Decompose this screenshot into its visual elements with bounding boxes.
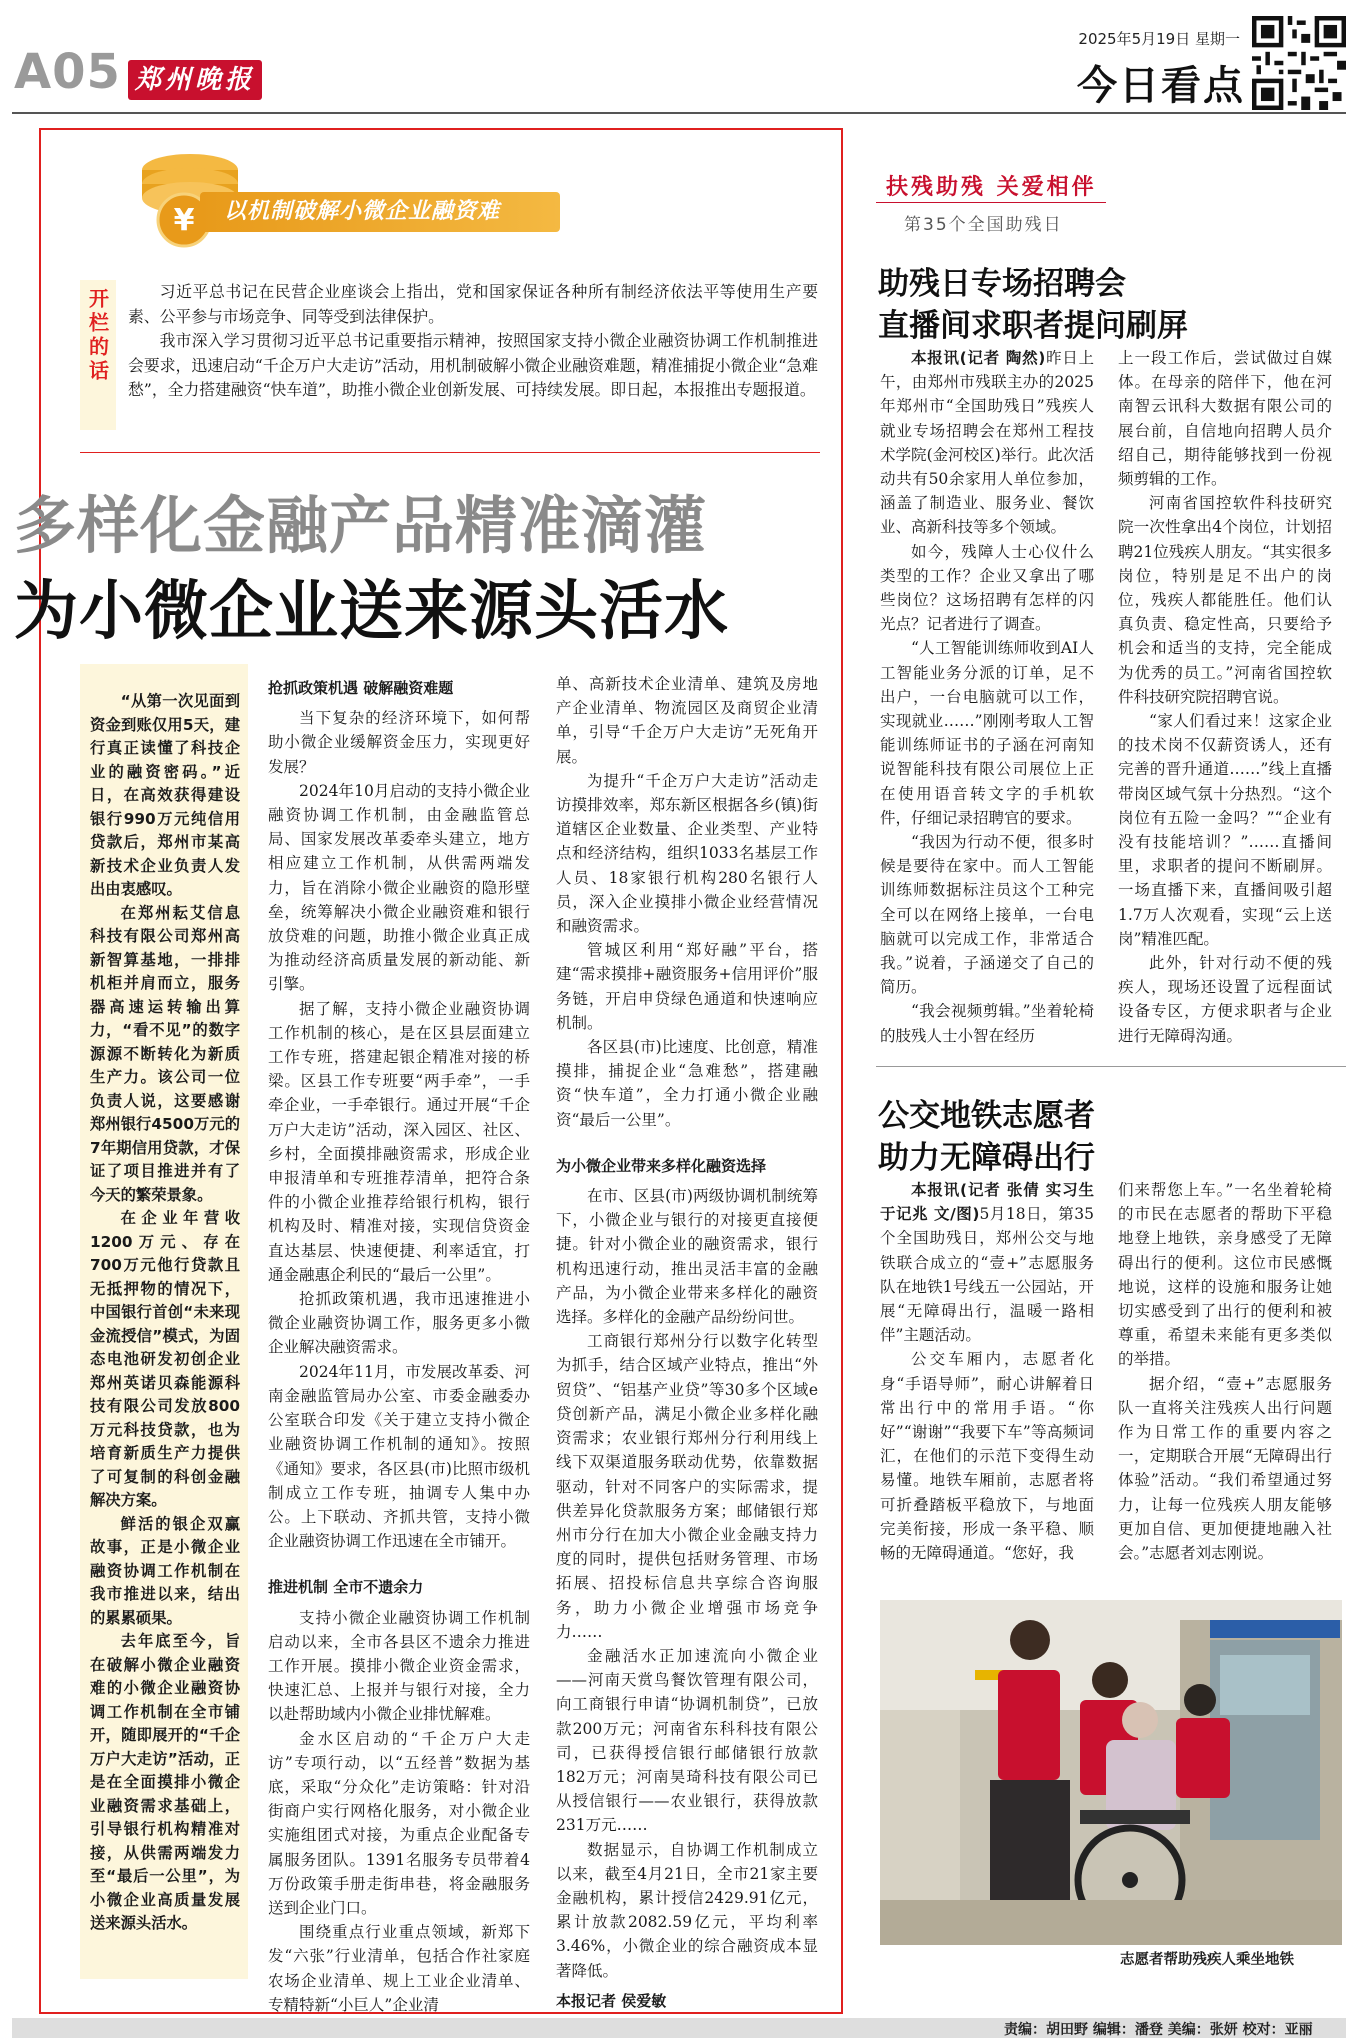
body-paragraph: 据了解，支持小微企业融资协调工作机制的核心，是在区县层面建立工作专班，搭建起银企精准对接的桥梁。区县工作专班要“两手牵”，一手牵企业，一手牵银行。通过开展“千企万户大走访”活动，深入园区、社区、乡村，全面摸排融资需求，形成企业申报清单和专班推荐清单，把符合条件的小微企业推荐给银行机构，银行机构及时、精准对接，实现信贷资金直达基层、快速便捷、利率适宜，打通金融惠企利民的“最后一公里”。 xyxy=(268,999,530,1284)
article1-headline: 助残日专场招聘会 xyxy=(878,266,1126,302)
sidebar-paragraph: 去年底至今，旨在破解小微企业融资难的小微企业融资协调工作机制在全市铺开，随即展开的“千企万户大走访”活动，正是在全面摸排小微企业融资需求基础上，引导银行机构精准对接，从供需两端发力至“最后一公里”，为小微企业高质量发展送来源头活水。 xyxy=(90,1632,240,1932)
body-paragraph: “我会视频剪辑。”坐着轮椅的肢残人士小智在经历 xyxy=(880,1002,1094,1045)
date-line: 2025年5月19日 星期一 xyxy=(1078,30,1240,48)
newspaper-name: 郑州晚报 xyxy=(134,65,255,95)
masthead-divider xyxy=(12,112,1346,114)
article1-column-2 xyxy=(1118,346,1332,1048)
article2-column-2 xyxy=(1118,1178,1332,1565)
body-paragraph: 为提升“千企万户大走访”活动走访摸排效率，郑东新区根据各乡(镇)街道辖区企业数量、企业类型、产业特点和经济结构，组织1033名基层工作人员、18家银行机构280名银行人员，深入企业摸排小微企业经营情况和融资需求。 xyxy=(556,771,818,936)
page-number: A05 xyxy=(14,44,121,100)
body-paragraph: 工商银行郑州分行以数字化转型为抓手，结合区域产业特点，推出“外贸贷”、“铝基产业贷”等30多个区域e贷创新产品，满足小微企业多样化融资需求；农业银行郑州分行利用线上线下双渠道服务联动优势，依靠数据驱动，针对不同客户的实际需求，提供差异化贷款服务方案；邮储银行郑州市分行在加大小微企业金融支持力度的同时，提供包括财务管理、市场拓展、招投标信息共享综合咨询服务，助力小微企业增强市场竞争力…… xyxy=(556,1332,818,1641)
section-heading: 为小微企业带来多样化融资选择 xyxy=(556,1156,767,1175)
headline-upper: 多样化金融产品精准滴灌 xyxy=(14,489,708,562)
footer-credits: 责编：胡田野 编辑：潘登 美编：张妍 校对：亚丽 xyxy=(1004,2022,1313,2038)
body-paragraph: 上一段工作后，尝试做过自媒体。在母亲的陪伴下，他在河南智云讯科大数据有限公司的展台前，自信地向招聘人员介绍自己，期待能够找到一份视频剪辑的工作。 xyxy=(1118,349,1332,489)
photo-caption: 志愿者帮助残疾人乘坐地铁 xyxy=(1120,1952,1294,1968)
body-paragraph xyxy=(880,346,1094,540)
article2-lead: 本报讯(记者 张倩 实习生 于记兆 文/图) xyxy=(880,1181,1094,1224)
body-paragraph xyxy=(880,1178,1094,1347)
body-paragraph: 管城区利用“郑好融”平台，搭建“需求摸排+融资服务+信用评价”服务链，开启申贷绿色通道和快速响应机制。 xyxy=(556,941,818,1032)
body-paragraph: 各区县(市)比速度、比创意，精准摸排，捕捉企业“急难愁”，搭建融资“快车道”，全力打通小微企业融资“最后一公里”。 xyxy=(556,1038,818,1129)
sidebar-paragraph: “从第一次见面到资金到账仅用5天，建行真正读懂了科技企业的融资密码。”近日，在高效获得建设银行990万元纯信用贷款后，郑州市某高新技术企业负责人发出由衷感叹。 xyxy=(90,692,240,898)
section-heading: 推进机制 全市不遗余力 xyxy=(268,1578,424,1597)
section-heading: 抢抓政策机遇 破解融资难题 xyxy=(268,679,454,697)
intro-paragraph: 我市深入学习贯彻习近平总书记重要指示精神，按照国家支持小微企业融资协调工作机制推进会要求，迅速启动“千企万户大走访”活动，用机制破解小微企业融资难题，精准捕捉小微企业“急难愁”，全力搭建融资“快车道”，助推小微企业创新发展、可持续发展。即日起，本报推出专题报道。 xyxy=(128,331,818,399)
article1-lead: 本报讯(记者 陶然) xyxy=(911,349,1046,367)
body-paragraph: 在市、区县(市)两级协调机制统筹下，小微企业与银行的对接更直接便捷。针对小微企业的融资需求，银行机构迅速行动，推出灵活丰富的金融产品，为小微企业带来多样化的融资选择。多样化的金融产品纷纷问世。 xyxy=(556,1187,818,1327)
body-paragraph: 据介绍，“壹+”志愿服务队一直将关注残疾人出行问题作为日常工作的重要内容之一，定期联合开展“无障碍出行体验”活动。“我们希望通过努力，让每一位残疾人朋友能够更加自信、更加便捷地融入社会。”志愿者刘志刚说。 xyxy=(1118,1374,1332,1563)
body-paragraph: 当下复杂的经济环境下，如何帮助小微企业缓解资金压力，实现更好发展？ xyxy=(268,709,530,776)
newspaper-logo xyxy=(128,60,262,100)
body-paragraph: 河南省国控软件科技研究院一次性拿出4个岗位，计划招聘21位残疾人朋友。“其实很多岗位，特别是足不出户的岗位，残疾人都能胜任。他们认真负责、稳定性高，只要给予机会和适当的支持，完全能成为优秀的员工。”河南省国控软件科技研究院招聘官说。 xyxy=(1118,494,1332,706)
qr-code-icon xyxy=(1252,16,1346,110)
article2-lead-text: 5月18日，第35个全国助残日，郑州公交与地铁联合成立的“壹+”志愿服务队在地铁1号线五一公园站，开展“无障碍出行，温暖一路相伴”主题活动。 xyxy=(880,1205,1094,1345)
body-paragraph: 抢抓政策机遇，我市迅速推进小微企业融资协调工作，服务更多小微企业解决融资需求。 xyxy=(268,1290,530,1357)
body-paragraph: 单、高新技术企业清单、建筑及房地产企业清单、物流园区及商贸企业清单，引导“千企万户大走访”无死角开展。 xyxy=(556,675,818,766)
body-paragraph: 如今，残障人士心仪什么类型的工作？企业又拿出了哪些岗位？这场招聘有怎样的闪光点？记者进行了调查。 xyxy=(880,542,1094,634)
theme-title: 扶残助残 关爱相伴 xyxy=(886,175,1097,200)
article1-lead-text: 昨日上午，由郑州市残联主办的2025年郑州市“全国助残日”残疾人就业专场招聘会在郑州工程技术学院(金河校区)举行。此次活动共有50余家用人单位参加，涵盖了制造业、服务业、餐饮业、高新科技等多个领域。 xyxy=(880,349,1094,537)
body-paragraph: 支持小微企业融资协调工作机制启动以来，全市各县区不遗余力推进工作开展。摸排小微企业资金需求，快速汇总、上报并与银行对接，全力以赴帮助域内小微企业排忧解难。 xyxy=(268,1608,530,1724)
body-paragraph: 金融活水正加速流向小微企业——河南天赏鸟餐饮管理有限公司，向工商银行申请“协调机制贷”，已放款200万元；河南省东科科技有限公司，已获得授信银行邮储银行放款182万元；河南昊琦科技有限公司已从授信银行——农业银行，获得放款231万元…… xyxy=(556,1646,818,1835)
article2-headline: 公交地铁志愿者 xyxy=(878,1098,1095,1134)
sidebar-paragraph: 在企业年营收1200万元、存在700万元他行贷款且无抵押物的情况下，中国银行首创“未来现金流授信”模式，为固态电池研发初创企业郑州英诺贝森能源科技有限公司发放800万元科技贷款，也为培育新质生产力提供了可复制的科创金融解决方案。 xyxy=(90,1209,240,1509)
article1-subheadline: 直播间求职者提问刷屏 xyxy=(878,308,1188,344)
theme-title-divider xyxy=(876,202,1106,203)
section-title: 今日看点 xyxy=(1077,63,1245,109)
body-paragraph: 此外，针对行动不便的残疾人，现场还设置了远程面试设备专区，方便求职者与企业进行无障碍沟通。 xyxy=(1118,954,1332,1045)
body-paragraph: 们来帮您上车。”一名坐着轮椅的市民在志愿者的帮助下平稳地登上地铁，亲身感受了无障碍出行的便利。这位市民感慨地说，这样的设施和服务让她切实感受到了出行的便利和被尊重，希望未来能有更多类似的举措。 xyxy=(1118,1181,1332,1369)
headline-lower: 为小微企业送来源头活水 xyxy=(14,575,729,649)
intro-divider xyxy=(80,452,820,453)
article-byline: 本报记者 侯爱敏 xyxy=(556,1991,667,2010)
sidebar-paragraph: 在郑州耘艾信息科技有限公司郑州高新智算基地，一排排机柜并肩而立，服务器高速运转输出算力，“看不见”的数字源源不断转化为新质生产力。该公司一位负责人说，这要感谢郑州银行4500万元的7年期信用贷款，才保证了项目推进并有了今天的繁荣景象。 xyxy=(90,903,240,1204)
column-intro-label-text: 开栏的话 xyxy=(85,288,110,384)
column-intro-label xyxy=(80,280,116,430)
story-sidebar-text xyxy=(90,690,240,1936)
article-column-2 xyxy=(556,672,818,2013)
body-paragraph: “家人们看过来！这家企业的技术岗不仅薪资诱人，还有完善的晋升通道……”线上直播带岗区域气氛十分热烈。“这个岗位有五险一金吗？”“企业有没有技能培训？”……直播间里，求职者的提问不断刷屏。一场直播下来，直播间吸引超1.7万人次观看，实现“云上送岗”精准匹配。 xyxy=(1118,712,1332,948)
body-paragraph: 2024年10月启动的支持小微企业融资协调工作机制，由金融监管总局、国家发展改革委牵头建立，地方相应建立工作机制，从供需两端发力，旨在消除小微企业融资的隐形壁垒，统筹解决小微企业融资难和银行放贷难的问题，助推小微企业真正成为推动经济高质量发展的新动能、新引擎。 xyxy=(268,781,530,994)
article-column-1 xyxy=(268,672,530,2017)
article-divider xyxy=(876,1066,1346,1067)
column-tag-text: 以机制破解小微企业融资难 xyxy=(224,199,501,224)
article1-column-1 xyxy=(880,346,1094,1048)
intro-paragraph: 习近平总书记在民营企业座谈会上指出，党和国家保证各种所有制经济依法平等使用生产要素、公平参与市场竞争、同等受到法律保护。 xyxy=(128,282,818,326)
column-intro xyxy=(128,280,818,403)
body-paragraph: “我因为行动不便，很多时候是要待在家中。而人工智能训练师数据标注员这个工种完全可以在网络上接单，一台电脑就可以完成工作，非常适合我。”说着，子涵递交了自己的简历。 xyxy=(880,833,1094,997)
article2-subheadline: 助力无障碍出行 xyxy=(878,1140,1095,1176)
body-paragraph: 公交车厢内，志愿者化身“手语导师”，耐心讲解着日常出行中的常用手语。“你好”“谢谢”“我要下车”等高频词汇，在他们的示范下变得生动易懂。地铁车厢前，志愿者将可折叠踏板平稳放下，与地面完美衔接，形成一条平稳、顺畅的无障碍通道。“您好，我 xyxy=(880,1350,1094,1563)
body-paragraph: 2024年11月，市发展改革委、河南金融监管局办公室、市委金融委办公室联合印发《关于建立支持小微企业融资协调工作机制的通知》。按照《通知》要求，各区县(市)比照市级机制成立工作专班，抽调专人集中办公。上下联动、齐抓共管，支持小微企业融资协调工作迅速在全市铺开。 xyxy=(268,1362,530,1551)
body-paragraph: “人工智能训练师收到AI人工智能业务分派的订单，足不出户，一台电脑就可以工作，实现就业……”刚刚考取人工智能训练师证书的子涵在河南知说智能科技有限公司展位上正在使用语音转文字的手机软件，仔细记录招聘官的要求。 xyxy=(880,639,1094,827)
column-tag xyxy=(200,192,560,232)
body-paragraph: 数据显示，自协调工作机制成立以来，截至4月21日，全市21家主要金融机构，累计授信2429.91亿元，累计放款2082.59亿元，平均利率3.46%，小微企业的综合融资成本显著降低。 xyxy=(556,1840,818,1980)
article2-column-1 xyxy=(880,1178,1094,1565)
theme-subtitle: 第35个全国助残日 xyxy=(904,215,1063,235)
subway-volunteer-photo xyxy=(880,1600,1342,1945)
svg-text:¥: ¥ xyxy=(173,203,195,238)
sidebar-paragraph: 鲜活的银企双赢故事，正是小微企业融资协调工作机制在我市推进以来，结出的累累硕果。 xyxy=(90,1514,240,1627)
body-paragraph: 金水区启动的“千企万户大走访”专项行动，以“五经普”数据为基底，采取“分众化”走访策略：针对沿街商户实行网格化服务，对小微企业实施组团式对接，为重点企业配备专属服务团队。1391名服务专员带着4万份政策手册走街串巷，将金融服务送到企业门口。 xyxy=(268,1729,530,1917)
body-paragraph: 围绕重点行业重点领域，新郑下发“六张”行业清单，包括合作社家庭农场企业清单、规上工业企业清单、专精特新“小巨人”企业清 xyxy=(268,1923,530,2014)
